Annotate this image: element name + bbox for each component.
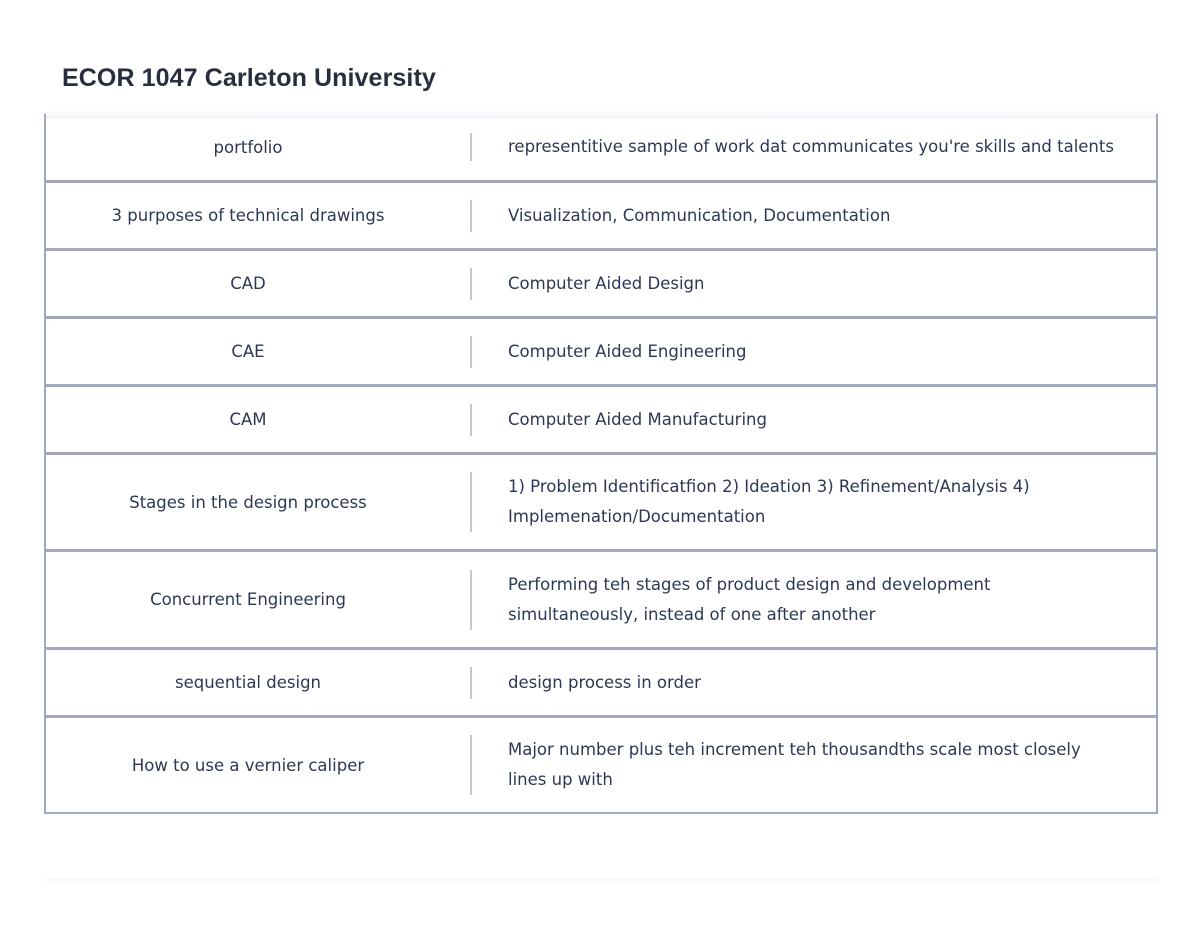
page-title: ECOR 1047 Carleton University	[62, 64, 436, 92]
card-definition: Visualization, Communication, Documentation	[508, 205, 891, 225]
card-term: 3 purposes of technical drawings	[111, 206, 385, 225]
card-definition: Computer Aided Engineering	[508, 341, 747, 361]
card-definition: representitive sample of work dat communicates you're skills and talents	[508, 137, 1114, 156]
row-divider	[470, 133, 472, 161]
card-definition: Major number plus teh increment teh thousandths scale most closely lines up with	[508, 740, 1081, 789]
card-row	[46, 715, 1156, 812]
card-term: How to use a vernier caliper	[131, 755, 365, 775]
card-term: CAE	[231, 342, 265, 361]
row-divider	[470, 404, 472, 436]
row-divider	[470, 268, 472, 300]
card-definition: Computer Aided Manufacturing	[508, 409, 767, 429]
card-term: Stages in the design process	[129, 492, 367, 512]
card-definition: Computer Aided Design	[508, 273, 705, 293]
card-row	[46, 180, 1156, 248]
card-row	[46, 114, 1156, 180]
card-term: sequential design	[174, 673, 322, 692]
row-divider	[470, 735, 472, 795]
flashcard-table	[44, 114, 1158, 814]
row-divider	[470, 472, 472, 532]
card-row	[46, 647, 1156, 715]
card-definition: Performing teh stages of product design and development simultaneously, instead of one after another	[508, 574, 991, 624]
footer-shadow	[44, 878, 1158, 886]
card-term: CAM	[229, 410, 267, 429]
row-divider	[470, 667, 472, 699]
row-divider	[470, 200, 472, 232]
card-definition: design process in order	[508, 672, 701, 692]
card-row	[46, 452, 1156, 549]
row-divider	[470, 570, 472, 630]
card-row	[46, 384, 1156, 452]
row-divider	[470, 336, 472, 368]
card-term: Concurrent Engineering	[150, 590, 346, 609]
card-term: portfolio	[213, 137, 283, 157]
card-term: CAD	[230, 274, 266, 293]
card-row	[46, 549, 1156, 647]
card-row	[46, 316, 1156, 384]
card-row	[46, 248, 1156, 316]
card-definition: 1) Problem Identificatfion 2) Ideation 3) Refinement/Analysis 4) Implemenation/Documentation	[508, 477, 1030, 526]
